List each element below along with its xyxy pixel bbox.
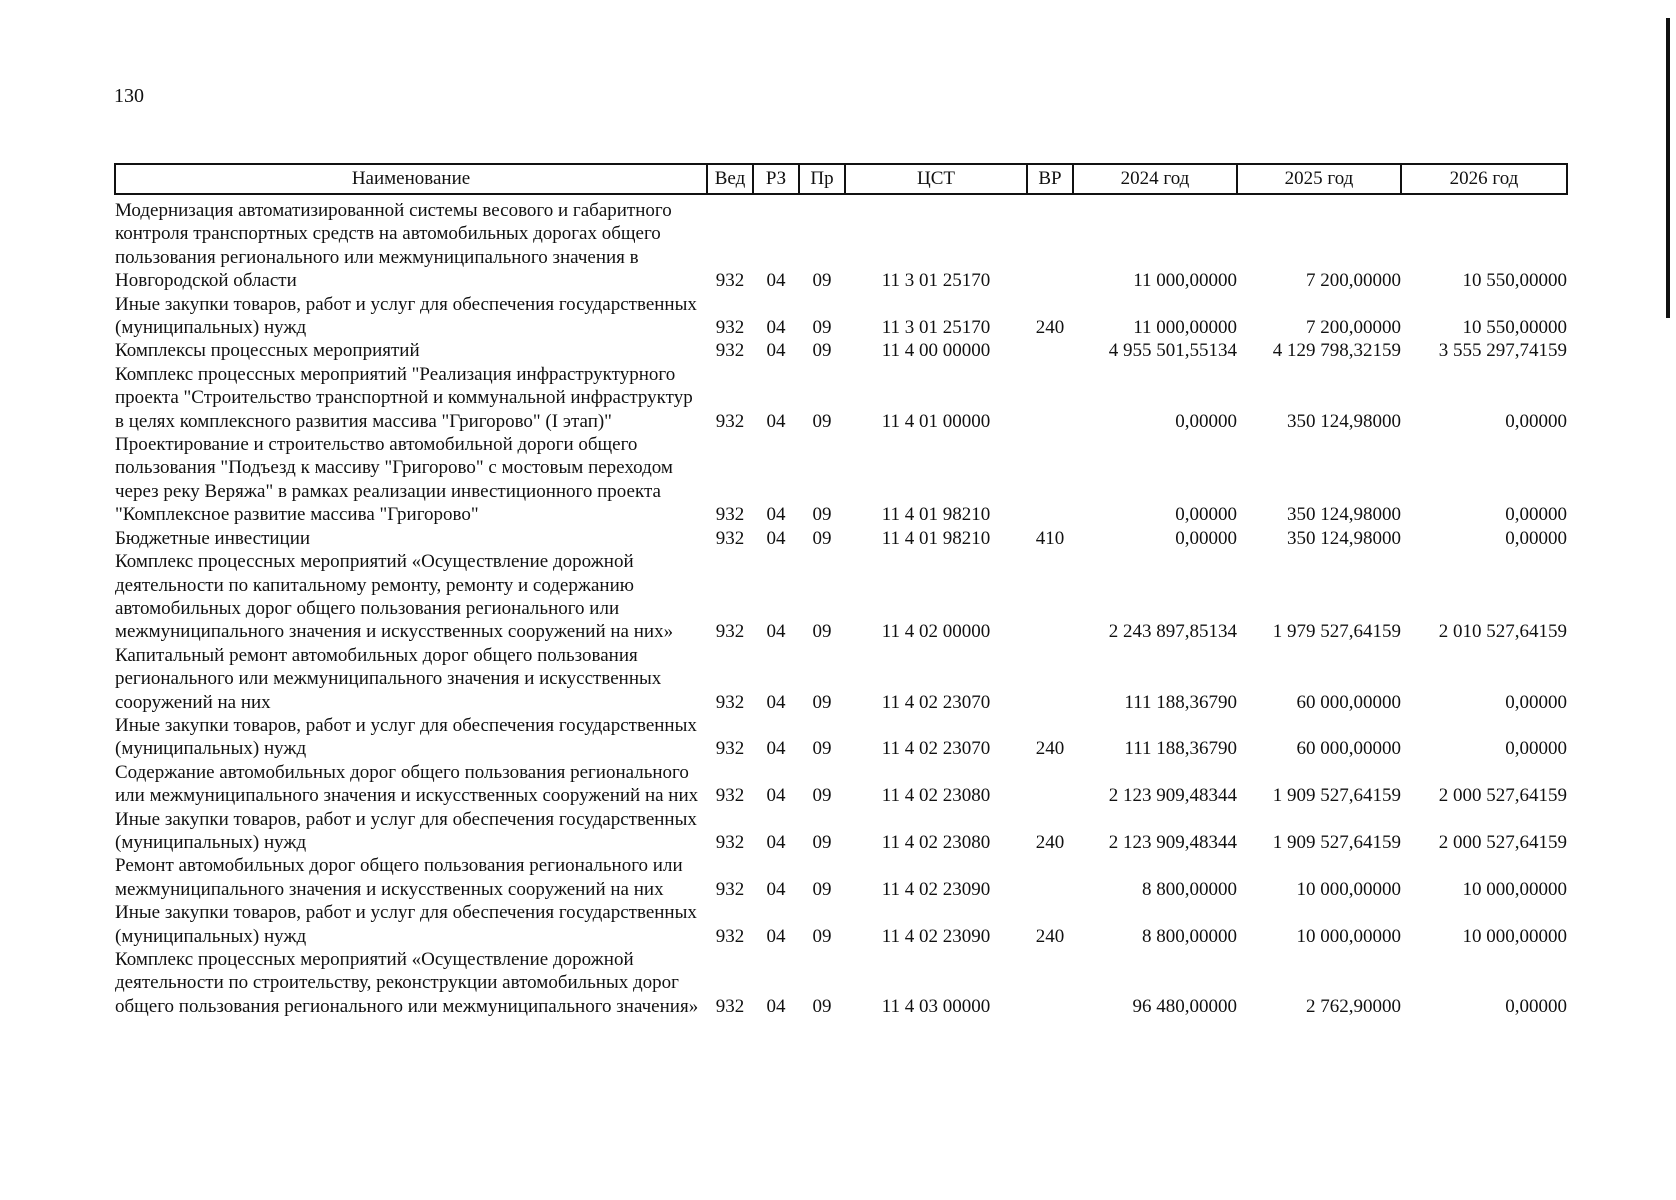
row-ved: 932 [715, 925, 745, 947]
row-pr: 09 [812, 410, 832, 432]
table-row [115, 854, 1567, 901]
row-name: Бюджетные инвестиции [115, 527, 311, 549]
row-2024: 96 480,00000 [1132, 995, 1237, 1017]
row-2024: 2 123 909,48344 [1108, 785, 1237, 807]
header-2025: 2025 год [1237, 164, 1401, 194]
row-2026: 10 000,00000 [1462, 925, 1567, 947]
row-pr: 09 [812, 785, 832, 807]
table-row [115, 714, 1567, 761]
row-ved: 932 [715, 410, 745, 432]
header-ved: Вед [707, 164, 753, 194]
row-vr [1027, 363, 1073, 433]
row-vr: 410 [1035, 527, 1065, 549]
row-name: Модернизация автоматизированной системы весового и габаритного контроля транспортных средств на автомобильных дорогах общего пользования регионального или межмуниципального значения в Новгородской области [115, 200, 672, 292]
row-pr: 09 [812, 831, 832, 853]
row-rz: 04 [766, 317, 786, 339]
row-vr [1027, 194, 1073, 293]
row-2026: 2 010 527,64159 [1438, 621, 1567, 643]
row-2025: 2 762,90000 [1306, 995, 1401, 1017]
table-body [115, 194, 1567, 1018]
row-ved: 932 [715, 785, 745, 807]
row-name: Комплекс процессных мероприятий "Реализация инфраструктурного проекта "Строительство транспортной и коммунальной инфраструктур в целях комплексного развития массива "Григорово" (I этап)" [115, 363, 693, 432]
row-name: Комплекс процессных мероприятий «Осуществление дорожной деятельности по капитальному ремонту, ремонту и содержанию автомобильных дорог общего пользования регионального или межмуниципального значения и искусственных сооружений на них» [115, 551, 674, 643]
row-2025: 7 200,00000 [1306, 270, 1401, 292]
row-rz: 04 [766, 691, 786, 713]
row-ved: 932 [715, 270, 745, 292]
row-ved: 932 [715, 504, 745, 526]
row-vr [1027, 854, 1073, 901]
row-2026: 10 550,00000 [1462, 270, 1567, 292]
row-2025: 350 124,98000 [1287, 410, 1401, 432]
header-cst: ЦСТ [845, 164, 1027, 194]
row-cst: 11 4 02 23080 [881, 785, 991, 807]
row-rz: 04 [766, 995, 786, 1017]
row-2024: 4 955 501,55134 [1108, 340, 1237, 362]
row-pr: 09 [812, 504, 832, 526]
table-row [115, 761, 1567, 808]
row-2025: 1 909 527,64159 [1272, 831, 1401, 853]
row-2024: 111 188,36790 [1124, 691, 1237, 713]
budget-table [114, 163, 1568, 1018]
row-2026: 2 000 527,64159 [1438, 785, 1567, 807]
row-rz: 04 [766, 270, 786, 292]
row-pr: 09 [812, 995, 832, 1017]
table-header [115, 164, 1567, 194]
table-row [115, 293, 1567, 340]
row-2025: 350 124,98000 [1287, 504, 1401, 526]
row-2025: 60 000,00000 [1296, 738, 1401, 760]
row-pr: 09 [812, 878, 832, 900]
row-cst: 11 4 01 98210 [881, 504, 991, 526]
row-ved: 932 [715, 317, 745, 339]
row-vr: 240 [1035, 738, 1065, 760]
row-2025: 10 000,00000 [1296, 878, 1401, 900]
row-pr: 09 [812, 340, 832, 362]
row-name: Иные закупки товаров, работ и услуг для обеспечения государственных (муниципальных) нужд [115, 808, 697, 853]
header-rz: РЗ [753, 164, 799, 194]
row-vr [1027, 644, 1073, 714]
row-2025: 7 200,00000 [1306, 317, 1401, 339]
row-vr [1027, 761, 1073, 808]
row-pr: 09 [812, 691, 832, 713]
row-name: Комплекс процессных мероприятий «Осуществление дорожной деятельности по строительству, реконструкции автомобильных дорог общего пользования регионального или межмуниципального значения» [115, 949, 699, 1017]
row-2024: 111 188,36790 [1124, 738, 1237, 760]
row-ved: 932 [715, 738, 745, 760]
row-2025: 1 909 527,64159 [1272, 785, 1401, 807]
row-vr: 240 [1035, 831, 1065, 853]
row-rz: 04 [766, 527, 786, 549]
row-2024: 0,00000 [1175, 410, 1237, 432]
row-2026: 0,00000 [1505, 691, 1567, 713]
row-ved: 932 [715, 621, 745, 643]
row-ved: 932 [715, 831, 745, 853]
table-row [115, 948, 1567, 1018]
row-cst: 11 4 01 00000 [881, 410, 991, 432]
table-row [115, 808, 1567, 855]
header-row [115, 164, 1567, 194]
table-row [115, 901, 1567, 948]
row-cst: 11 4 02 23070 [881, 691, 991, 713]
row-rz: 04 [766, 878, 786, 900]
header-2024: 2024 год [1073, 164, 1237, 194]
row-pr: 09 [812, 317, 832, 339]
row-name: Проектирование и строительство автомобильной дороги общего пользования "Подъезд к массиву "Григорово" с мостовым переходом через реку Веряжа" в рамках реализации инвестиционного проекта "Комплексное развитие массива "Григорово" [115, 434, 673, 526]
row-cst: 11 4 00 00000 [881, 340, 991, 362]
row-2026: 0,00000 [1505, 527, 1567, 549]
row-cst: 11 3 01 25170 [881, 317, 991, 339]
row-cst: 11 4 02 00000 [881, 621, 991, 643]
row-2024: 11 000,00000 [1133, 317, 1237, 339]
row-name: Капитальный ремонт автомобильных дорог общего пользования регионального или межмуниципального значения и искусственных сооружений на них [115, 644, 662, 713]
row-cst: 11 4 02 23070 [881, 738, 991, 760]
row-cst: 11 4 02 23090 [881, 925, 991, 947]
row-name: Комплексы процессных мероприятий [115, 340, 420, 362]
row-ved: 932 [715, 527, 745, 549]
row-vr [1027, 550, 1073, 644]
row-2026: 3 555 297,74159 [1438, 340, 1567, 362]
row-vr [1027, 948, 1073, 1018]
row-2025: 4 129 798,32159 [1272, 340, 1401, 362]
row-ved: 932 [715, 340, 745, 362]
page-number: 130 [114, 85, 144, 107]
header-vr: ВР [1027, 164, 1073, 194]
row-rz: 04 [766, 785, 786, 807]
header-pr: Пр [799, 164, 845, 194]
row-name: Содержание автомобильных дорог общего пользования регионального или межмуниципального значения и искусственных сооружений на них [115, 761, 699, 807]
row-pr: 09 [812, 738, 832, 760]
row-vr [1027, 339, 1073, 362]
table-row [115, 527, 1567, 550]
row-2024: 0,00000 [1175, 527, 1237, 549]
row-cst: 11 4 01 98210 [881, 527, 991, 549]
row-ved: 932 [715, 995, 745, 1017]
table-row [115, 644, 1567, 714]
row-pr: 09 [812, 270, 832, 292]
row-2026: 2 000 527,64159 [1438, 831, 1567, 853]
row-cst: 11 4 02 23080 [881, 831, 991, 853]
row-2026: 0,00000 [1505, 504, 1567, 526]
row-2025: 10 000,00000 [1296, 925, 1401, 947]
row-cst: 11 4 02 23090 [881, 878, 991, 900]
table-row [115, 339, 1567, 362]
row-2024: 0,00000 [1175, 504, 1237, 526]
header-name: Наименование [115, 164, 707, 194]
row-rz: 04 [766, 925, 786, 947]
row-2025: 60 000,00000 [1296, 691, 1401, 713]
row-2026: 10 550,00000 [1462, 317, 1567, 339]
row-pr: 09 [812, 527, 832, 549]
row-2025: 350 124,98000 [1287, 527, 1401, 549]
row-rz: 04 [766, 410, 786, 432]
row-name: Иные закупки товаров, работ и услуг для обеспечения государственных (муниципальных) нужд [115, 293, 697, 339]
row-ved: 932 [715, 691, 745, 713]
table-row [115, 550, 1567, 644]
row-2026: 10 000,00000 [1462, 878, 1567, 900]
table-row [115, 363, 1567, 433]
header-2026: 2026 год [1401, 164, 1567, 194]
table-row [115, 194, 1567, 293]
scan-edge-mark [1666, 18, 1670, 318]
table-row [115, 433, 1567, 527]
row-2026: 0,00000 [1505, 738, 1567, 760]
row-vr [1027, 433, 1073, 527]
row-name: Иные закупки товаров, работ и услуг для обеспечения государственных (муниципальных) нужд [115, 902, 697, 947]
row-pr: 09 [812, 621, 832, 643]
row-vr: 240 [1035, 317, 1065, 339]
row-2024: 8 800,00000 [1142, 878, 1237, 900]
row-rz: 04 [766, 738, 786, 760]
row-2024: 8 800,00000 [1142, 925, 1237, 947]
row-cst: 11 3 01 25170 [881, 270, 991, 292]
row-rz: 04 [766, 621, 786, 643]
row-name: Ремонт автомобильных дорог общего пользования регионального или межмуниципального значения и искусственных сооружений на них [115, 855, 683, 900]
row-2025: 1 979 527,64159 [1272, 621, 1401, 643]
row-vr: 240 [1035, 925, 1065, 947]
row-rz: 04 [766, 504, 786, 526]
row-2024: 2 123 909,48344 [1108, 831, 1237, 853]
row-2024: 11 000,00000 [1133, 270, 1237, 292]
row-pr: 09 [812, 925, 832, 947]
row-cst: 11 4 03 00000 [881, 995, 991, 1017]
row-2026: 0,00000 [1505, 995, 1567, 1017]
row-rz: 04 [766, 831, 786, 853]
row-2024: 2 243 897,85134 [1108, 621, 1237, 643]
row-2026: 0,00000 [1505, 410, 1567, 432]
row-ved: 932 [715, 878, 745, 900]
row-rz: 04 [766, 340, 786, 362]
row-name: Иные закупки товаров, работ и услуг для обеспечения государственных (муниципальных) нужд [115, 714, 697, 760]
